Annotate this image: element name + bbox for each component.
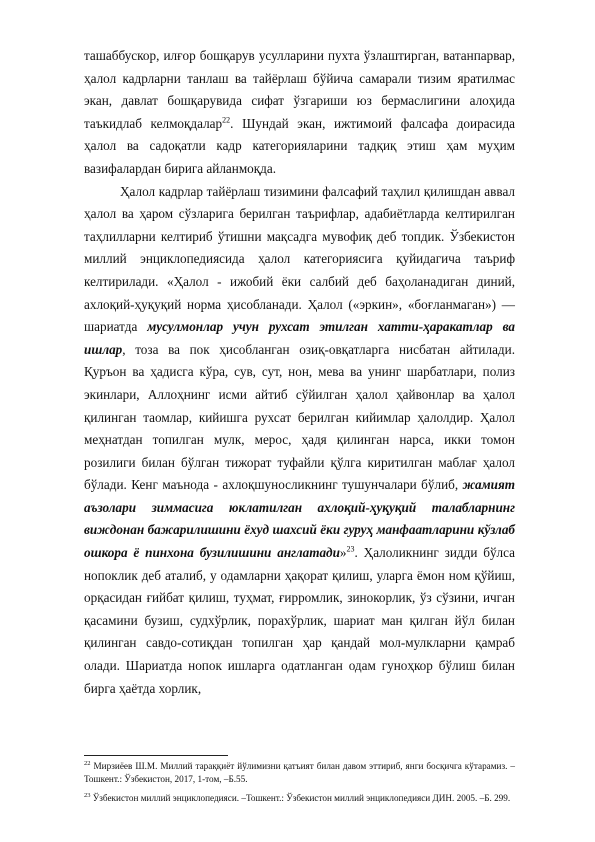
footnote-ref-22[interactable]: 22	[222, 115, 231, 125]
paragraph-2	[84, 181, 515, 701]
footnote-text: Мирзиёев Ш.М. Миллий тараққиёт йўлимизни қатъият билан давом эттириб, янги босқичга кўтарамиз. –Тошкент.: Ўзбекистон, 2017, 1-том, –Б.55.	[84, 761, 515, 785]
footnote-23	[84, 792, 515, 805]
emphasis-halal-definition: мусулмонлар учун рухсат этилган хатти-ҳаракатлар ва ишлар	[84, 319, 515, 357]
footnote-separator	[84, 755, 228, 756]
footnote-number: 22	[84, 759, 91, 767]
main-text	[84, 45, 515, 700]
paragraph-1-text-after: . Шундай экан, ижтимоий фалсафа доирасида ҳалол ва садоқатли кадр категорияларини тадқиқ этиш ҳам муҳим вазифалардан бирига айланмоқда.	[84, 115, 516, 176]
footnote-22	[84, 760, 515, 786]
paragraph-2-part-2: , тоза ва пок ҳисобланган озиқ-овқатларга нисбатан айтилади. Қуръон ва ҳадисга кўра, сув, сут, нон, мева ва унинг шарбатлари, полиз экинлари, Аллоҳнинг исми айтиб сўйилган ҳалол ҳайвонлар ва ҳалол қилинган таомлар, кийишга рухсат берилган кийимлар ҳалолдир. Ҳалол меҳнатдан топилган мулк, мерос, ҳадя қилинган нарса, икки томон розилиги билан бўлган тижорат туфайли қўлга киритилган маблағ ҳалол бўлади. Кенг маънода - ахлоқшуносликнинг тушунчалари бўлиб,	[84, 341, 515, 493]
paragraph-1-text: ташаббускор, илғор бошқарув усулларини пухта ўзлаштирган, ватанпарвар, ҳалол кадрларни танлаш ва тайёрлаш бўйича самарали тизим яратилмас экан, давлат бошқарувида сифат ўзгариши юз бермаслигини алоҳида таъкидлаб келмоқдалар	[84, 48, 515, 131]
footnote-number: 23	[84, 792, 91, 800]
footnote-ref-23[interactable]: 23	[346, 544, 355, 554]
paragraph-2-part-1: Ҳалол кадрлар тайёрлаш тизимини фалсафий таҳлил қилишдан аввал ҳалол ва ҳаром сўзларига берилган таърифлар, адабиётларда келтирилган таҳлилларни келтириб ўтишни мақсадга мувофиқ деб топдик. Ўзбекистон миллий энциклопедиясида ҳалол категориясига қуйидагича таъриф келтирилади. «Ҳалол - ижобий ёки салбий деб баҳоланадиган диний, ахлоқий-ҳуқуқий норма ҳисобланади. Ҳалол («эркин», «боғланмаган») — шариатда	[84, 183, 515, 335]
paragraph-2-part-4: . Ҳалоликнинг зидди бўлса нопоклик деб аталиб, у одамларни ҳақорат қилиш, уларга ёмон ном қўйиш, орқасидан ғийбат қилиш, туҳмат, ғирромлик, зинокорлик, ўз сўзини, ичган қасамини бузиш, судхўрлик, порахўрлик, шариат ман қилган йўл билан қилинган савдо-сотиқдан топилган ҳар қандай мол-мулкларни қамраб олади. Шариатда нопок ишларга одатланган одам гуноҳкор бўлиш билан бирга ҳаётда хорлик,	[84, 545, 515, 696]
footnote-text: Ўзбекистон миллий энциклопедияси. –Тошкент.: Ўзбекистон миллий энциклопедияси ДИН. 2005. –Б. 299.	[90, 793, 511, 804]
paragraph-2-part-3: »	[339, 545, 347, 561]
paragraph-1	[84, 45, 515, 181]
footnotes	[84, 760, 515, 812]
emphasis-broad-meaning: жамият аъзолари зиммасига юклатилган ахлоқий-ҳуқуқий талабларнинг виждонан бажарилишини ёхуд шахсий ёки гуруҳ манфаатларини кўзлаб ошкора ё пинхона бузилишини англатади	[84, 477, 515, 561]
